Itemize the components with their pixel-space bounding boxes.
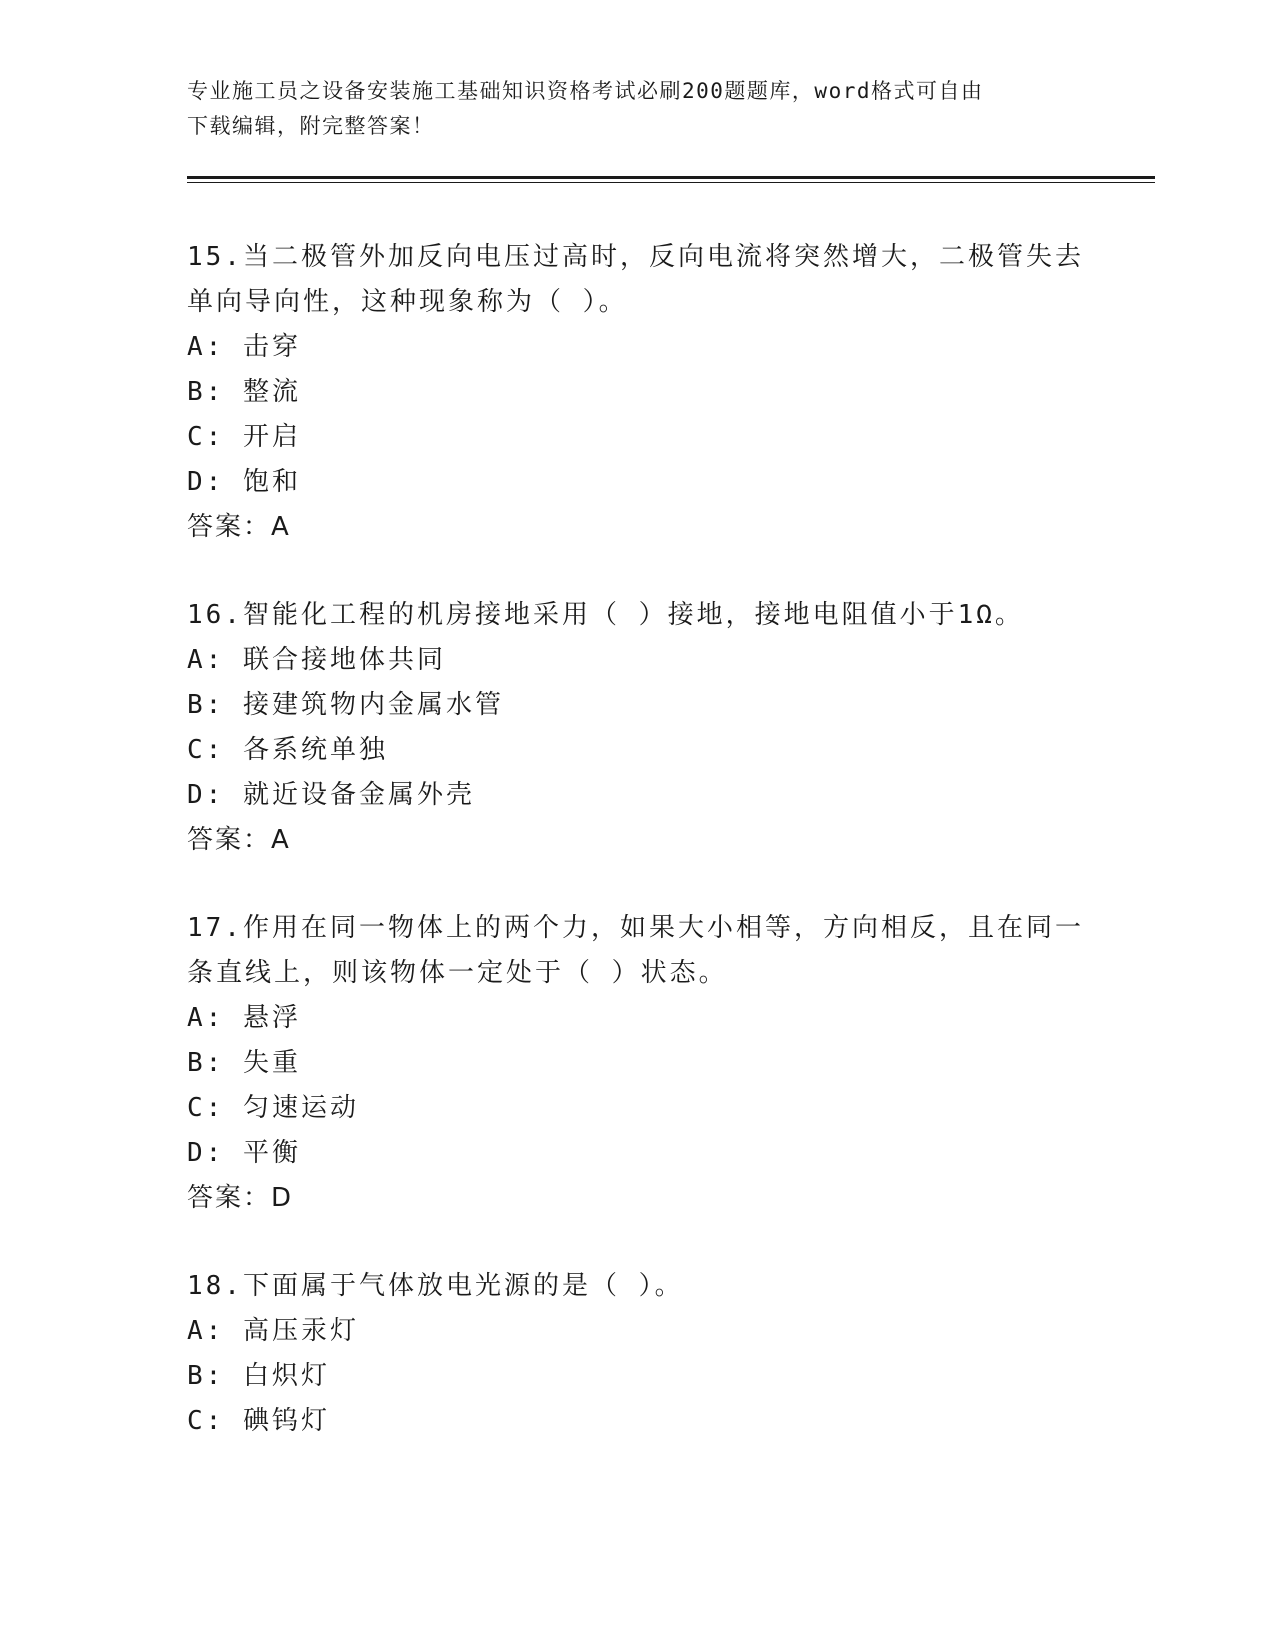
answer: 答案：A xyxy=(187,825,291,855)
question-16 xyxy=(187,593,1087,863)
option-a: A: 悬浮 xyxy=(187,1003,301,1033)
option-b: B: 整流 xyxy=(187,377,301,407)
option-b: B: 接建筑物内金属水管 xyxy=(187,690,504,720)
question-text-line: 18.下面属于气体放电光源的是（ ）。 xyxy=(187,1271,684,1301)
option-d: D: 饱和 xyxy=(187,467,301,497)
question-18 xyxy=(187,1264,1087,1444)
option-c: C: 各系统单独 xyxy=(187,735,388,765)
option-c: C: 匀速运动 xyxy=(187,1093,359,1123)
option-b: B: 白炽灯 xyxy=(187,1361,330,1391)
question-15 xyxy=(187,235,1087,550)
question-17 xyxy=(187,906,1087,1221)
question-text-line: 15.当二极管外加反向电压过高时，反向电流将突然增大，二极管失去 xyxy=(187,242,1084,272)
question-text-line: 16.智能化工程的机房接地采用（ ）接地，接地电阻值小于1Ω。 xyxy=(187,600,1024,630)
option-b: B: 失重 xyxy=(187,1048,301,1078)
option-a: A: 高压汞灯 xyxy=(187,1316,359,1346)
answer: 答案：A xyxy=(187,512,291,542)
option-d: D: 就近设备金属外壳 xyxy=(187,780,475,810)
header-line-2: 下载编辑，附完整答案！ xyxy=(187,114,435,138)
option-c: C: 开启 xyxy=(187,422,301,452)
question-list xyxy=(187,235,1087,1487)
document-header xyxy=(187,74,1087,144)
question-text-line: 17.作用在同一物体上的两个力，如果大小相等，方向相反，且在同一 xyxy=(187,913,1084,943)
question-text-line: 单向导向性，这种现象称为（ ）。 xyxy=(187,287,628,317)
header-divider-thin xyxy=(187,182,1155,183)
answer: 答案：D xyxy=(187,1183,294,1213)
header-line-1: 专业施工员之设备安装施工基础知识资格考试必刷200题题库，word格式可自由 xyxy=(187,79,984,103)
header-divider-thick xyxy=(187,176,1155,179)
option-a: A: 击穿 xyxy=(187,332,301,362)
question-text-line: 条直线上，则该物体一定处于（ ）状态。 xyxy=(187,958,728,988)
option-d: D: 平衡 xyxy=(187,1138,301,1168)
option-a: A: 联合接地体共同 xyxy=(187,645,446,675)
option-c: C: 碘钨灯 xyxy=(187,1406,330,1436)
